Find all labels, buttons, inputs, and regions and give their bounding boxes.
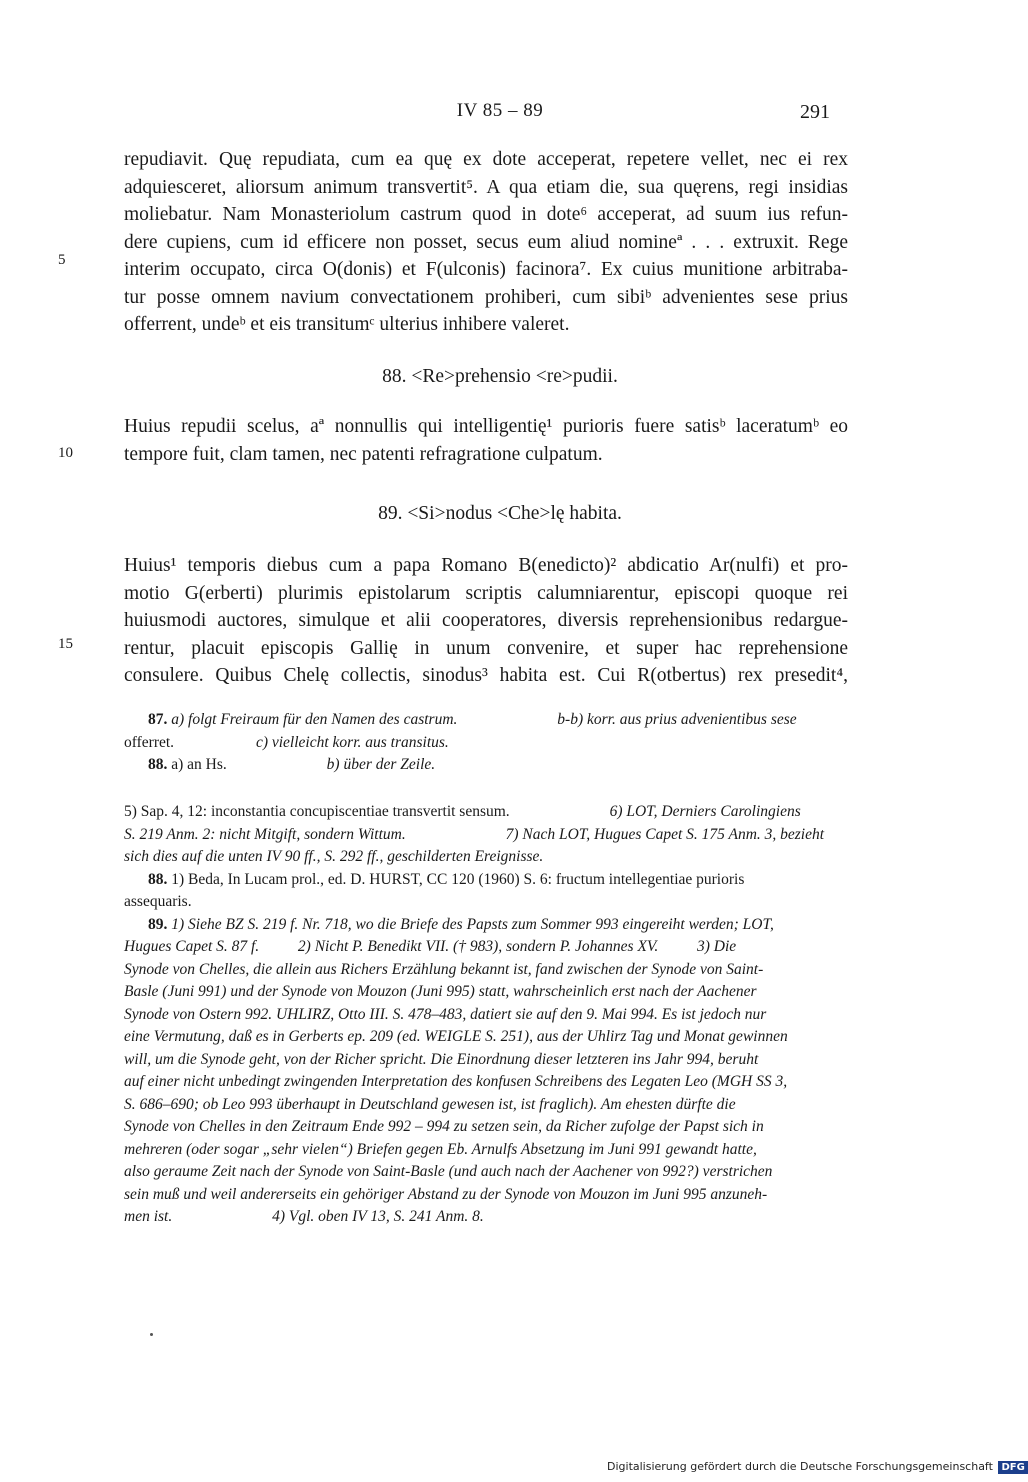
section-89-title: 89. <Si>nodus <Che>lę habita. xyxy=(378,503,622,524)
footnote-line: eine Vermutung, daß es in Gerberts ep. 209 (ed. WEIGLE S. 251), aus der Uhlirz Tag und Monat gewinnen xyxy=(124,1028,788,1045)
paragraph-89 xyxy=(124,552,848,690)
apparatus-88-b: b) über der Zeile. xyxy=(326,756,436,773)
text-line: dere cupiens, cum id efficere non posset, secus eum aliud nomineª . . . extruxit. Rege xyxy=(124,231,848,253)
footnote-line xyxy=(124,824,848,847)
footnote-88-number: 88. xyxy=(148,870,168,888)
footnote-line: sein muß und weil andererseits ein gehöriger Abstand zu der Synode von Mouzon im Juni 995 anzuneh- xyxy=(124,1185,768,1203)
footnote-line: auf einer nicht unbedingt zwingenden Interpretation des konfusen Schreibens des Legaten Leo (MGH SS 3, xyxy=(124,1073,788,1090)
apparatus-88-a: a) an Hs. xyxy=(171,756,227,773)
apparatus-line xyxy=(124,732,848,755)
footnote-line: Basle (Juni 991) und der Synode von Mouzon (Juni 995) statt, wahrscheinlich erst nach der Aachener xyxy=(124,983,757,1000)
line-number: 15 xyxy=(58,636,73,652)
text-line: adquiesceret, aliorsum animum transvertit⁵. A qua etiam die, sua quęrens, regi insidias xyxy=(124,176,848,198)
footnote-line: assequaris. xyxy=(124,893,192,910)
apparatus-87-a: a) folgt Freiraum für den Namen des castrum. xyxy=(171,711,458,728)
footnotes xyxy=(124,801,848,1229)
apparatus-87-c: c) vielleicht korr. aus transitus. xyxy=(255,733,449,751)
paragraph-87-continuation xyxy=(124,146,848,339)
footnote-89-1: 1) Siehe BZ S. 219 f. Nr. 718, wo die Briefe des Papsts zum Sommer 993 eingereiht werden; LOT, xyxy=(171,915,774,933)
paragraph-88 xyxy=(124,413,848,468)
apparatus-87-bb: b-b) korr. aus prius advenientibus sese xyxy=(557,711,797,728)
footnote-line: mehreren (oder sogar „sehr vielen“) Briefen gegen Eb. Arnulfs Absetzung im Juni 991 gewandt hatte, xyxy=(124,1140,757,1158)
footer-text: Digitalisierung gefördert durch die Deutsche Forschungsgemeinschaft xyxy=(607,1460,993,1473)
page-number: 291 xyxy=(800,101,830,123)
footnote-89-3-end: men ist. xyxy=(124,1208,173,1225)
footnote-line: Synode von Chelles in den Zeitraum Ende 992 – 994 zu setzen sein, da Richer zufolge der Papst sich in xyxy=(124,1118,764,1135)
apparatus-line xyxy=(124,709,848,732)
footer-credit xyxy=(607,1460,1028,1474)
footnote-6-cont: S. 219 Anm. 2: nicht Mitgift, sondern Wittum. xyxy=(124,825,406,843)
line-number: 5 xyxy=(58,252,66,268)
text-line: interim occupato, circa O(donis) et F(ulconis) facinora⁷. Ex cuius munitione arbitraba- xyxy=(124,259,848,280)
apparatus-line xyxy=(124,754,848,777)
footnote-line xyxy=(124,914,848,937)
footnote-line: Synode von Ostern 992. UHLIRZ, Otto III. S. 478–483, datiert sie auf den 9. Mai 994. Es ist jedoch nur xyxy=(124,1005,767,1023)
footnote-5: 5) Sap. 4, 12: inconstantia concupiscentiae transvertit sensum. xyxy=(124,803,510,820)
critical-apparatus xyxy=(124,709,848,777)
text-line: tur posse omnem navium convectationem prohiberi, cum sibiᵇ advenientes sese prius xyxy=(124,286,848,308)
footnote-6: 6) LOT, Derniers Carolingiens xyxy=(609,803,801,820)
footnote-88-1: 1) Beda, In Lucam prol., ed. D. HURST, CC 120 (1960) S. 6: fructum intellegentiae purioris xyxy=(171,870,745,888)
text-line: moliebatur. Nam Monasteriolum castrum quod in dote⁶ acceperat, ad suum ius refun- xyxy=(124,204,848,225)
footnote-line: S. 686–690; ob Leo 993 überhaupt in Deutschland gewesen ist, ist fraglich). Am ehesten dürfte die xyxy=(124,1095,736,1113)
dfg-logo-icon: DFG xyxy=(998,1461,1027,1474)
footnote-line: Hugues Capet S. 87 f. 2) Nicht P. Benedikt VII. († 983), sondern P. Johannes XV. 3) Die xyxy=(124,938,737,955)
footnote-line xyxy=(124,1206,848,1229)
footnote-line: also geraume Zeit nach der Synode von Saint-Basle (und auch nach der Aachener von 992?) verstrichen xyxy=(124,1163,773,1180)
footnote-line xyxy=(124,801,848,824)
footnote-line: Synode von Chelles, die allein aus Richers Erzählung bekannt ist, fand zwischen der Synode von Saint- xyxy=(124,960,764,978)
apparatus-87-number: 87. xyxy=(148,711,168,728)
running-title: IV 85 – 89 xyxy=(456,100,544,121)
apparatus-87-cont: offerret. xyxy=(124,733,175,751)
text-line: Huius¹ temporis diebus cum a papa Romano B(enedicto)² abdicatio Ar(nulfi) et pro- xyxy=(124,555,848,576)
text-line: rentur, placuit episcopis Gallię in unum convenire, et super hac reprehensione xyxy=(124,637,848,659)
text-line: consulere. Quibus Chelę collectis, sinodus³ habita est. Cui R(otbertus) rex presedit⁴, xyxy=(124,665,848,686)
footnote-7: 7) Nach LOT, Hugues Capet S. 175 Anm. 3, bezieht xyxy=(505,825,825,843)
footnote-7-cont: sich dies auf die unten IV 90 ff., S. 292 ff., geschilderten Ereignisse. xyxy=(124,848,544,865)
speck-mark xyxy=(150,1333,153,1336)
footnote-line xyxy=(124,869,848,892)
footnote-89-number: 89. xyxy=(148,915,168,933)
text-line: repudiavit. Quę repudiata, cum ea quę ex dote acceperat, repetere vellet, nec ei rex xyxy=(124,149,848,170)
text-line: tempore fuit, clam tamen, nec patenti refragratione culpatum. xyxy=(124,443,603,465)
footnote-89-4: 4) Vgl. oben IV 13, S. 241 Anm. 8. xyxy=(272,1208,484,1225)
text-line: huiusmodi auctores, simulque et alii cooperatores, diversis reprehensionibus redargue- xyxy=(124,610,848,631)
section-88-title: 88. <Re>prehensio <re>pudii. xyxy=(382,366,618,387)
footnote-line: will, um die Synode geht, von der Richer spricht. Die Einordnung dieser letzteren ins Jahr 994, beruht xyxy=(124,1050,759,1068)
text-line: motio G(erberti) plurimis epistolarum scriptis calumniarentur, episcopi quoque rei xyxy=(124,582,848,604)
text-line: Huius repudii scelus, aª nonnullis qui intelligentię¹ purioris fuere satisᵇ laceratumᵇ eo xyxy=(124,416,848,437)
footnote-line xyxy=(124,846,848,869)
apparatus-88-number: 88. xyxy=(148,756,168,773)
line-number: 10 xyxy=(58,445,73,461)
text-line: offerrent, undeᵇ et eis transitumᶜ ulterius inhibere valeret. xyxy=(124,314,570,335)
